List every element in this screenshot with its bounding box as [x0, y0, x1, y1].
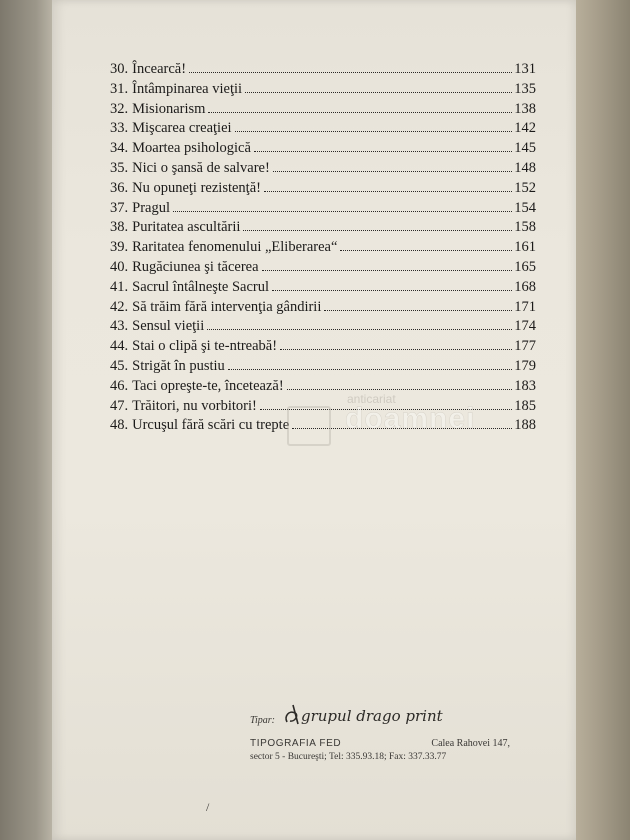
toc-entry-title: Raritatea fenomenului „Eliberarea“ — [132, 239, 338, 256]
toc-entry-title: Rugăciunea şi tăcerea — [132, 258, 259, 275]
toc-entry — [110, 317, 536, 337]
toc-entry-title: Sacrul întâlneşte Sacrul — [132, 278, 270, 295]
toc-dot-leader — [340, 250, 512, 251]
toc-entry — [110, 100, 536, 120]
toc-entry-page: 138 — [514, 100, 536, 117]
toc-dot-leader — [292, 428, 512, 429]
toc-entry — [110, 80, 536, 100]
book-page-edges — [574, 0, 630, 840]
toc-entry — [110, 159, 536, 179]
printer-logo-text: grupul drago print — [301, 707, 443, 725]
toc-entry-title: Nici o şansă de salvare! — [132, 159, 270, 176]
toc-entry-title: Urcuşul fără scări cu trepte — [132, 417, 290, 434]
toc-entry-number: 40. — [110, 258, 129, 275]
toc-dot-leader — [235, 131, 513, 132]
toc-entry-number: 46. — [110, 377, 129, 394]
toc-entry-title: Întâmpinarea vieţii — [132, 80, 243, 97]
toc-dot-leader — [245, 92, 512, 93]
toc-entry-number: 30. — [110, 61, 129, 77]
toc-entry-page: 165 — [514, 258, 536, 275]
toc-entry — [110, 60, 536, 80]
toc-entry-page: 135 — [514, 80, 536, 97]
toc-dot-leader — [243, 230, 512, 231]
toc-dot-leader — [280, 349, 512, 350]
toc-entry-page: 142 — [514, 120, 536, 137]
toc-entry-number: 42. — [110, 298, 129, 315]
toc-entry-title: Strigăt în pustiu — [132, 357, 225, 374]
toc-entry-page: 183 — [514, 377, 536, 394]
pencil-tick-mark: / — [206, 800, 210, 814]
toc-entry-number: 33. — [110, 120, 129, 137]
toc-dot-leader — [189, 72, 512, 73]
watermark-small-text: anticariat — [347, 392, 396, 406]
toc-entry-number: 32. — [110, 100, 129, 117]
toc-entry-title: Stai o clipă şi te-ntreabă! — [132, 338, 278, 355]
toc-entry — [110, 258, 536, 278]
toc-entry-page: 168 — [514, 278, 536, 295]
toc-entry-title: Misionarism — [132, 100, 206, 117]
toc-dot-leader — [324, 310, 512, 311]
toc-entry-number: 41. — [110, 278, 129, 295]
toc-entry-number: 48. — [110, 417, 129, 434]
toc-dot-leader — [272, 290, 512, 291]
toc-entry-number: 31. — [110, 80, 129, 97]
printer-logo — [283, 700, 453, 730]
toc-entry-page: 154 — [514, 199, 536, 216]
toc-entry — [110, 199, 536, 219]
toc-entry — [110, 298, 536, 318]
toc-entry-title: Nu opuneţi rezistenţă! — [132, 179, 261, 196]
toc-dot-leader — [254, 151, 512, 152]
toc-entry-page: 177 — [514, 338, 536, 355]
toc-entry — [110, 416, 536, 436]
toc-entry — [110, 357, 536, 377]
toc-entry-title: Mişcarea creaţiei — [132, 120, 232, 137]
toc-entry — [110, 139, 536, 159]
toc-entry-title: Trăitori, nu vorbitori! — [132, 397, 257, 414]
toc-entry — [110, 119, 536, 139]
toc-entry-page: 179 — [514, 357, 536, 374]
toc-entry-title: Sensul vieţii — [132, 318, 205, 335]
toc-entry-title: Puritatea ascultării — [132, 219, 241, 236]
toc-dot-leader — [207, 329, 512, 330]
toc-entry-page: 131 — [514, 61, 536, 77]
toc-entry-page: 161 — [514, 239, 536, 256]
toc-entry-page: 152 — [514, 179, 536, 196]
printer-row — [250, 700, 510, 730]
toc-entry-page: 171 — [514, 298, 536, 315]
typography-row — [250, 738, 510, 749]
toc-entry — [110, 397, 536, 417]
book-page — [52, 0, 576, 840]
toc-dot-leader — [260, 409, 512, 410]
toc-entry-page: 145 — [514, 140, 536, 157]
toc-entry-number: 34. — [110, 140, 129, 157]
toc-entry — [110, 278, 536, 298]
typography-contact: sector 5 - Bucureşti; Tel: 335.93.18; Fax: 337.33.77 — [250, 752, 447, 762]
toc-dot-leader — [208, 112, 512, 113]
toc-entry-number: 39. — [110, 239, 129, 256]
toc-entry-number: 45. — [110, 357, 129, 374]
toc-entry — [110, 238, 536, 258]
toc-dot-leader — [273, 171, 512, 172]
toc-entry-number: 38. — [110, 219, 129, 236]
toc-entry-page: 158 — [514, 219, 536, 236]
toc-entry-page: 174 — [514, 318, 536, 335]
toc-entry-page: 185 — [514, 397, 536, 414]
toc-dot-leader — [228, 369, 512, 370]
toc-entry — [110, 377, 536, 397]
toc-entry-title: Pragul — [132, 199, 170, 216]
book-spine-edge — [0, 0, 52, 840]
watermark-big-text: doamnei — [345, 402, 476, 435]
typography-name: TIPOGRAFIA FED — [250, 738, 342, 749]
toc-entry-number: 47. — [110, 397, 129, 414]
toc-entry-number: 43. — [110, 318, 129, 335]
table-of-contents — [110, 60, 536, 436]
toc-dot-leader — [262, 270, 513, 271]
toc-entry-title: Taci opreşte-te, încetează! — [132, 377, 284, 394]
toc-entry-number: 37. — [110, 199, 129, 216]
toc-entry — [110, 179, 536, 199]
toc-entry-title: Încearcă! — [132, 61, 187, 77]
toc-entry-number: 35. — [110, 159, 129, 176]
toc-entry — [110, 337, 536, 357]
printer-label: Tipar: — [250, 715, 276, 726]
toc-dot-leader — [287, 389, 513, 390]
toc-entry-title: Să trăim fără intervenţia gândirii — [132, 298, 322, 315]
toc-entry-page: 188 — [514, 417, 536, 434]
toc-entry-page: 148 — [514, 159, 536, 176]
toc-dot-leader — [264, 191, 512, 192]
toc-entry — [110, 218, 536, 238]
printer-footer — [250, 700, 510, 762]
toc-entry-number: 36. — [110, 179, 129, 196]
typography-address: Calea Rahovei 147, — [431, 738, 510, 749]
toc-dot-leader — [173, 211, 512, 212]
toc-entry-title: Moartea psihologică — [132, 140, 251, 157]
toc-entry-number: 44. — [110, 338, 129, 355]
